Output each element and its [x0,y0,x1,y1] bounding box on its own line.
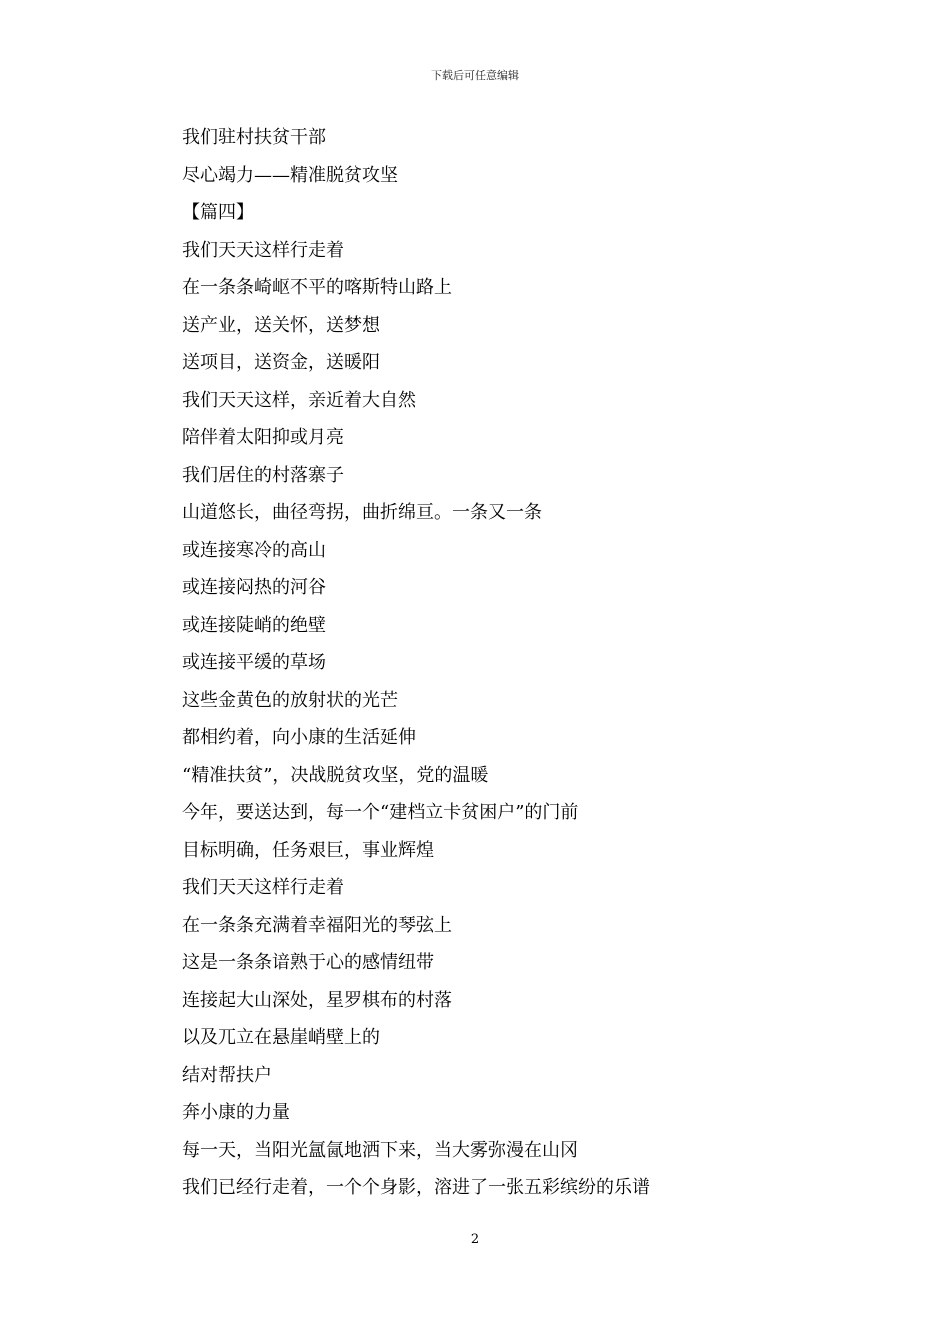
text-line: 结对帮扶户 [182,1064,272,1086]
text-line: 或连接闷热的河谷 [182,577,326,598]
text-line: 以及兀立在悬崖峭壁上的 [182,1027,380,1048]
text-line: 每一天，当阳光氲氤地洒下来，当大雾弥漫在山冈 [182,1139,578,1161]
text-line: 奔小康的力量 [182,1102,290,1123]
poem-body [182,123,822,1211]
text-line: 在一条条崎岖不平的喀斯特山路上 [182,277,452,298]
text-line: 这是一条条谙熟于心的感情纽带 [182,952,434,973]
header-note: 下载后可任意编辑 [431,69,519,82]
text-line: 或连接寒冷的高山 [182,539,326,561]
text-line: 送产业，送关怀，送梦想 [182,314,380,336]
text-line: 我们已经行走着，一个个身影，溶进了一张五彩缤纷的乐谱 [182,1177,650,1198]
text-line: 目标明确，任务艰巨，事业辉煌 [182,839,434,861]
text-line: 我们天天这样行走着 [182,877,344,898]
text-line: 连接起大山深处，星罗棋布的村落 [182,989,452,1011]
section-heading: 【篇四】 [182,202,254,223]
text-line: 这些金黄色的放射状的光芒 [182,689,398,711]
text-line: 送项目，送资金，送暖阳 [182,352,380,373]
text-line: 我们天天这样，亲近着大自然 [182,389,416,411]
text-line: 今年，要送达到，每一个“建档立卡贫困户”的门前 [182,802,579,823]
text-line: “精准扶贫”，决战脱贫攻坚，党的温暖 [182,764,489,786]
text-line: 或连接平缓的草场 [182,652,326,673]
text-line: 我们驻村扶贫干部 [182,127,326,148]
text-line: 或连接陡峭的绝壁 [182,614,326,636]
page-number: 2 [470,1232,480,1247]
text-line: 陪伴着太阳抑或月亮 [182,427,344,448]
text-line: 我们天天这样行走着 [182,239,344,261]
text-line: 尽心竭力——精准脱贫攻坚 [182,164,398,186]
text-line: 我们居住的村落寨子 [182,464,344,486]
text-line: 山道悠长，曲径弯拐，曲折绵亘。一条又一条 [182,502,542,523]
text-line: 在一条条充满着幸福阳光的琴弦上 [182,914,452,936]
text-line: 都相约着，向小康的生活延伸 [182,727,416,748]
